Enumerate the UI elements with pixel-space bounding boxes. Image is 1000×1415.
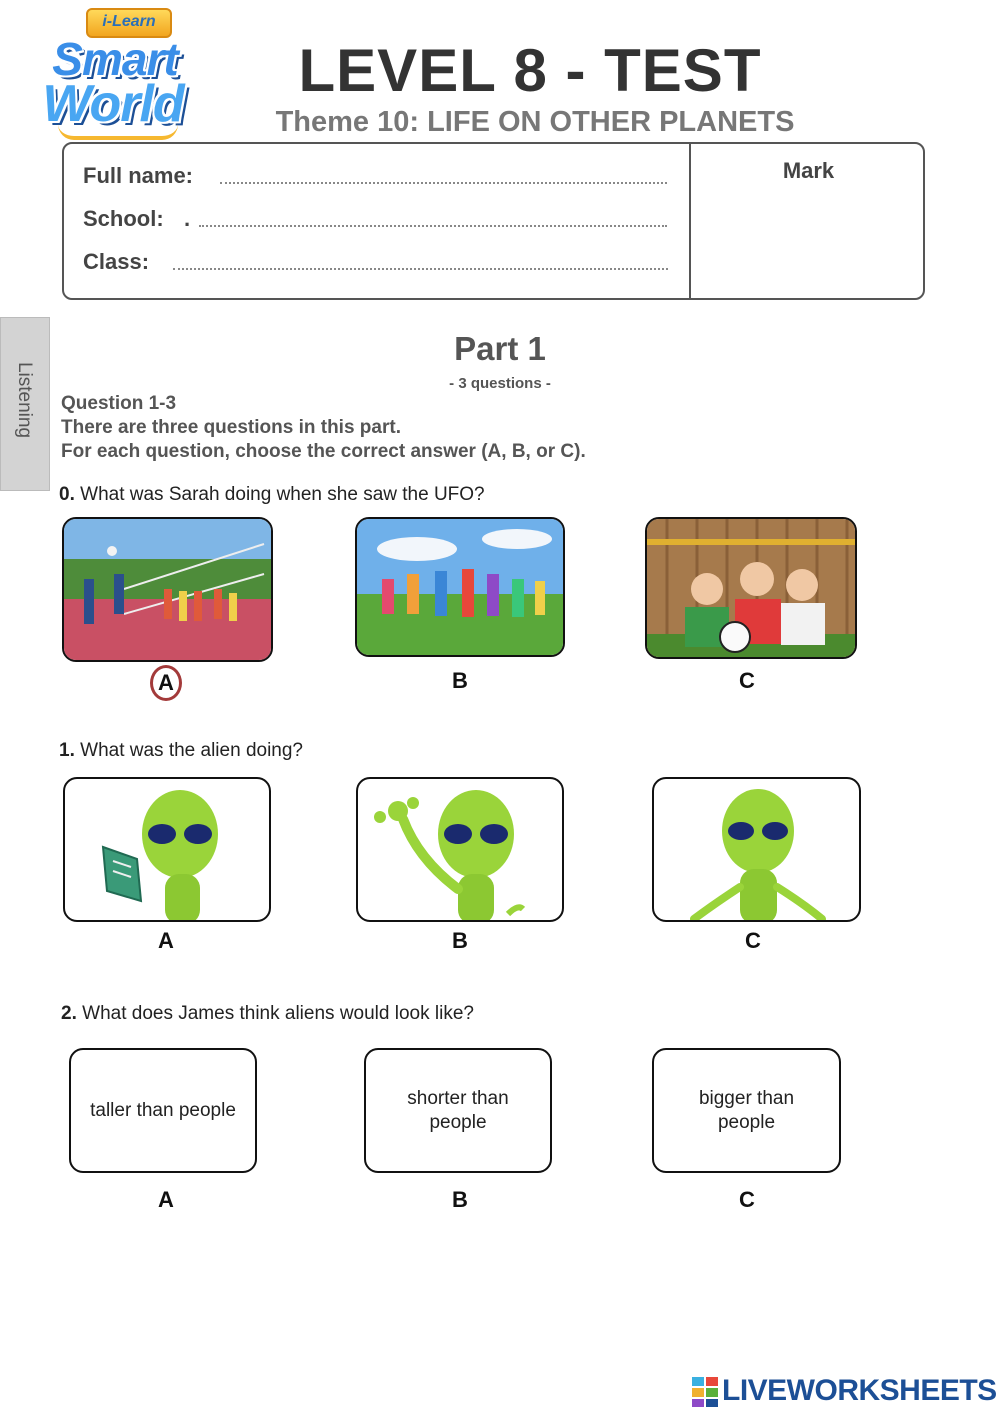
question-0 xyxy=(59,484,485,506)
liveworksheets-icon xyxy=(692,1377,718,1407)
option-2b-text: shorter than people xyxy=(407,1087,509,1133)
question-number: 0. xyxy=(59,484,75,505)
class-input[interactable] xyxy=(173,268,668,270)
option-1b-waving-alien-image[interactable] xyxy=(356,777,564,922)
logo-line2: World xyxy=(42,75,184,133)
instruction-line: Question 1-3 xyxy=(61,393,177,414)
part-subtitle: - 3 questions - xyxy=(449,375,551,392)
children-running-photo xyxy=(357,519,565,657)
option-0c-letter[interactable]: C xyxy=(739,668,755,693)
option-0b-running-image[interactable] xyxy=(355,517,565,657)
alien-waving-icon xyxy=(358,779,564,922)
option-2c-text: bigger than people xyxy=(698,1087,795,1133)
logo-swoosh xyxy=(58,124,178,140)
option-2c-letter[interactable]: C xyxy=(739,1187,755,1212)
part-title: Part 1 xyxy=(454,330,546,367)
girls-football-photo xyxy=(647,519,857,659)
page-title: LEVEL 8 - TEST xyxy=(298,37,762,104)
full-name-input[interactable] xyxy=(220,182,667,184)
question-number: 1. xyxy=(59,740,75,761)
question-1 xyxy=(59,740,303,762)
volleyball-photo xyxy=(64,519,273,662)
question-2 xyxy=(61,1003,474,1025)
logo-line1: Smart xyxy=(52,33,178,85)
question-number: 2. xyxy=(61,1003,77,1024)
mark-label: Mark xyxy=(782,158,835,183)
smart-world-logo xyxy=(28,4,200,138)
option-2a-box[interactable] xyxy=(69,1048,257,1173)
option-2c-box[interactable] xyxy=(652,1048,841,1173)
mark-field[interactable] xyxy=(694,192,922,296)
class-label: Class: xyxy=(83,249,150,274)
option-0c-football-image[interactable] xyxy=(645,517,857,659)
alien-reading-icon xyxy=(65,779,271,922)
option-1a-letter[interactable]: A xyxy=(158,928,174,953)
liveworksheets-brand: LIVEWORKSHEETS xyxy=(722,1374,997,1407)
option-0a-letter[interactable]: A xyxy=(150,665,182,701)
option-1b-letter[interactable]: B xyxy=(452,928,468,953)
school-input[interactable] xyxy=(199,225,667,227)
info-divider xyxy=(689,143,691,300)
full-name-label: Full name: xyxy=(83,163,194,188)
option-2b-box[interactable] xyxy=(364,1048,552,1173)
option-2b-letter[interactable]: B xyxy=(452,1187,468,1212)
instruction-line: There are three questions in this part. xyxy=(61,417,401,438)
school-mark: . xyxy=(184,206,191,231)
option-0a-volleyball-image[interactable] xyxy=(62,517,273,662)
option-2a-letter[interactable]: A xyxy=(158,1187,174,1212)
option-0b-letter[interactable]: B xyxy=(452,668,468,693)
option-1c-sitting-alien-image[interactable] xyxy=(652,777,861,922)
option-1c-letter[interactable]: C xyxy=(745,928,761,953)
page-subtitle: Theme 10: LIFE ON OTHER PLANETS xyxy=(275,106,795,138)
question-text: What was Sarah doing when she saw the UFO? xyxy=(80,484,485,505)
alien-sitting-icon xyxy=(654,779,861,922)
question-text: What does James think aliens would look like? xyxy=(82,1003,474,1024)
option-2a-text: taller than people xyxy=(90,1099,236,1121)
question-text: What was the alien doing? xyxy=(80,740,304,761)
liveworksheets-logo[interactable] xyxy=(692,1374,997,1408)
school-label: School: xyxy=(83,206,164,231)
instruction-line: For each question, choose the correct answer (A, B, or C). xyxy=(61,441,586,462)
listening-tab-label: Listening xyxy=(14,361,35,439)
logo-badge: i-Learn xyxy=(86,8,172,38)
option-1a-reading-alien-image[interactable] xyxy=(63,777,271,922)
